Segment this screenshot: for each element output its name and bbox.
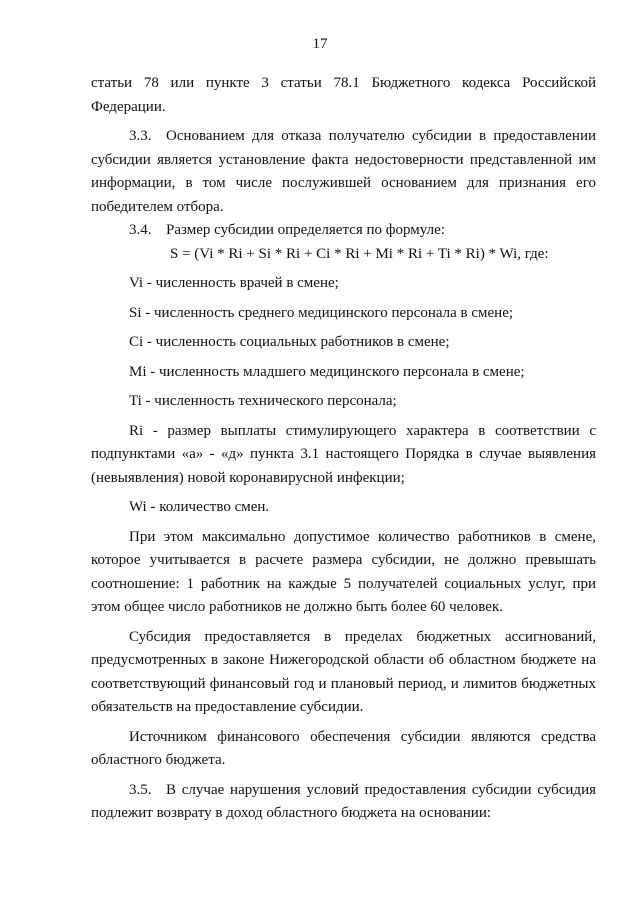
- definition-ci: Ci - численность социальных работников в смене;: [129, 334, 450, 350]
- definition-vi: Vi - численность врачей в смене;: [129, 275, 339, 291]
- subsidy-formula: S = (Vi * Ri + Si * Ri + Ci * Ri + Mi * Ri + Ti * Ri) * Wi, где:: [170, 245, 549, 262]
- paragraph-3-4: [91, 219, 596, 243]
- paragraph-3-3: [91, 125, 596, 219]
- paragraph-continuation: статьи 78 или пункте 3 статьи 78.1 Бюджетного кодекса Российской Федерации.: [91, 75, 596, 115]
- definition-mi: Mi - численность младшего медицинского персонала в смене;: [129, 363, 525, 380]
- clause-number: 3.4.: [129, 222, 152, 238]
- paragraph-budget-limits: Субсидия предоставляется в пределах бюджетных ассигнований, предусмотренных в законе Нижегородской области об областном бюджете на соответствующий финансовый год и плановый период, и лимитов бюджетных обязательств на предоставление субсидии.: [91, 628, 596, 715]
- document-body: [91, 72, 596, 826]
- clause-number: 3.5.: [129, 781, 152, 798]
- definition-ri: Ri - размер выплаты стимулирующего характера в соответствии с подпунктами «а» - «д» пункта 3.1 настоящего Порядка в случае выявления (невыявления) новой коронавирусной инфекции;: [91, 422, 596, 486]
- paragraph-3-5: [91, 779, 596, 826]
- paragraph-max-workers: При этом максимально допустимое количество работников в смене, которое учитывается в расчете размера субсидии, не должно превышать соотношение: 1 работник на каждые 5 получателей социальных услуг, при этом общее число работников не должно быть более 60 человек.: [91, 528, 596, 615]
- page-number: 17: [312, 36, 328, 52]
- definition-ti: Ti - численность технического персонала;: [129, 393, 397, 409]
- paragraph-text: Размер субсидии определяется по формуле:: [166, 222, 445, 238]
- paragraph-funding-source: Источником финансового обеспечения субсидии являются средства областного бюджета.: [91, 728, 596, 768]
- clause-number: 3.3.: [129, 128, 152, 144]
- definition-si: Si - численность среднего медицинского персонала в смене;: [129, 304, 514, 321]
- definition-wi: Wi - количество смен.: [129, 499, 270, 515]
- paragraph-text: Основанием для отказа получателю субсидии в предоставлении субсидии является установление факта недостоверности представленной им информации, в том числе послужившей основанием для признания его победителем отбора.: [91, 128, 596, 215]
- paragraph-text: В случае нарушения условий предоставления субсидии субсидия подлежит возврату в доход областного бюджета на основании:: [91, 781, 596, 821]
